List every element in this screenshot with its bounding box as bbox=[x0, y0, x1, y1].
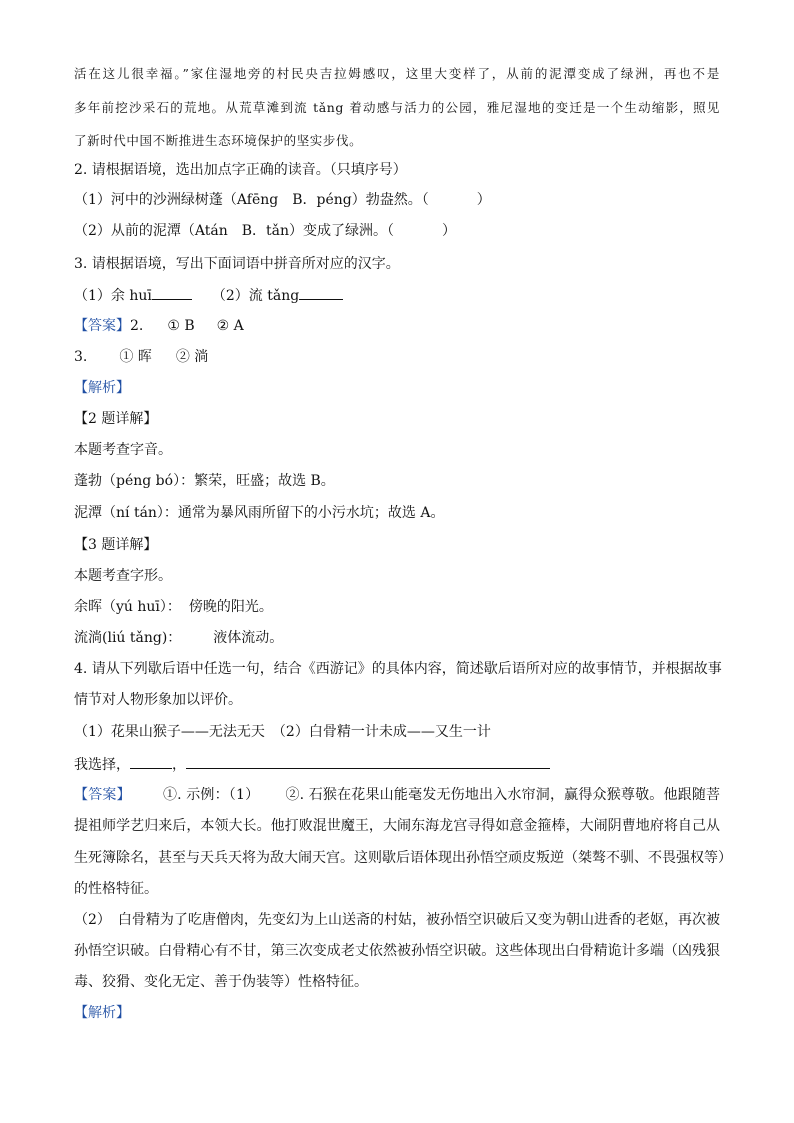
question-2-item-1-text: （1）河中的沙洲绿树蓬（Afēng B．péng）勃盎然。（ bbox=[74, 192, 429, 208]
answer-2-para-2-line-3: 毒、狡猾、变化无定、善于伪装等）性格特征。 bbox=[74, 974, 368, 990]
question-2-item-2 bbox=[74, 221, 456, 241]
detail-3-def-2: 液体流动。 bbox=[213, 630, 284, 646]
answer-choice-1: ① B bbox=[167, 318, 195, 334]
question-3-item-1: （1）余 huī bbox=[74, 288, 152, 304]
question-4-stem-line-1: 4. 请从下列歇后语中任选一句，结合《西游记》的具体内容，简述歇后语所对应的故事情节，并根据故事 bbox=[74, 661, 722, 677]
detail-3-intro: 本题考查字形。 bbox=[74, 568, 172, 584]
answer-blank bbox=[299, 285, 343, 300]
answer-2-line-3: 生死簿除名，甚至与天兵天将为敌大闹天宫。这则歇后语体现出孙悟空顽皮叛逆（桀骜不驯、不畏强权等） bbox=[74, 850, 732, 866]
answer-2-marker-2: ②. 石猴在花果山能毫发无伤地出入水帘洞，赢得众猴尊敬。他跟随菩 bbox=[285, 787, 721, 803]
question-2-item-2-close: ） bbox=[442, 223, 457, 239]
analysis-tag: 【解析】 bbox=[74, 380, 130, 396]
answer-tag: 【答案】 bbox=[74, 318, 130, 334]
answer-2-line-4: 的性格特征。 bbox=[74, 881, 158, 897]
detail-3-tag: 【3 题详解】 bbox=[74, 537, 158, 553]
detail-3-line-2 bbox=[74, 628, 283, 648]
question-4-stem-line-2: 情节对人物形象加以评价。 bbox=[74, 692, 242, 708]
question-4-choose-label: 我选择， bbox=[74, 757, 130, 773]
answer-choice-2: ② A bbox=[216, 318, 244, 334]
detail-3-word-1: 余晖（yú huī）： bbox=[74, 599, 181, 615]
answer-section-1b bbox=[74, 347, 208, 367]
question-2-item-2-text: （2）从前的泥潭（Atán B．tǎn）变成了绿洲。（ bbox=[74, 223, 395, 239]
passage-line-1: 活在这儿很幸福。”家住湿地旁的村民央吉拉姆感叹，这里大变样了，从前的泥潭变成了绿洲，再也不是 bbox=[74, 66, 720, 81]
question-4-choose-line: 我选择， ， bbox=[74, 754, 550, 775]
detail-3-word-2: 流淌(liú tǎng)： bbox=[74, 630, 182, 646]
answer-word-1: ① 晖 bbox=[119, 349, 152, 365]
answer-number: 2. bbox=[130, 318, 144, 334]
answer-number: 3. bbox=[74, 349, 88, 365]
question-4-options: （1）花果山猴子——无法无天 （2）白骨精一计未成——又生一计 bbox=[74, 724, 491, 740]
passage-line-2: 多年前挖沙采石的荒地。从荒草滩到流 tǎng 着动感与活力的公园，雅尼湿地的变迁是一个生动缩影，照见 bbox=[74, 100, 720, 115]
detail-3-def-1: 傍晚的阳光。 bbox=[188, 599, 273, 615]
detail-2-tag: 【2 题详解】 bbox=[74, 411, 158, 427]
passage-line-3: 了新时代中国不断推进生态环境保护的坚实步伐。 bbox=[74, 133, 363, 148]
detail-2-line-1: 蓬勃（péng bó）：繁荣，旺盛；故选 B。 bbox=[74, 473, 335, 489]
question-3-items bbox=[74, 285, 343, 306]
question-3-item-2: （2）流 tǎng bbox=[211, 288, 300, 304]
detail-3-line-1 bbox=[74, 597, 273, 617]
detail-2-line-2: 泥潭（ní tán）：通常为暴风雨所留下的小污水坑；故选 A。 bbox=[74, 505, 445, 521]
question-2-item-1 bbox=[74, 190, 491, 210]
question-2-item-1-close: ） bbox=[476, 192, 491, 208]
detail-2-intro: 本题考查字音。 bbox=[74, 442, 172, 458]
answer-2-marker-1: ①. 示例：（1） bbox=[162, 787, 260, 803]
answer-2-para-2-line-2: 孙悟空识破。白骨精心有不甘，第三次变成老丈依然被孙悟空识破。这些体现出白骨精诡计多端（凶残狠 bbox=[74, 943, 720, 959]
answer-section-1 bbox=[74, 316, 244, 336]
answer-blank bbox=[186, 754, 550, 769]
question-3-stem: 3. 请根据语境，写出下面词语中拼音所对应的汉字。 bbox=[74, 256, 400, 272]
question-2-stem: 2. 请根据语境，选出加点字正确的读音。（只填序号） bbox=[74, 162, 407, 178]
answer-section-2-line-1 bbox=[74, 785, 720, 805]
answer-word-2: ② 淌 bbox=[175, 349, 209, 365]
answer-2-para-2-line-1: （2） 白骨精为了吃唐僧肉，先变幻为上山送斋的村姑，被孙悟空识破后又变为朝山进香的老妪，再次被 bbox=[74, 912, 720, 928]
answer-tag: 【答案】 bbox=[74, 787, 131, 803]
analysis-tag-2: 【解析】 bbox=[74, 1005, 130, 1021]
answer-blank bbox=[152, 285, 192, 300]
answer-2-line-2: 提祖师学艺归来后，本领大长。他打败混世魔王，大闹东海龙宫寻得如意金箍棒，大闹阴曹地府将自己从 bbox=[74, 818, 720, 834]
answer-blank bbox=[130, 754, 172, 769]
